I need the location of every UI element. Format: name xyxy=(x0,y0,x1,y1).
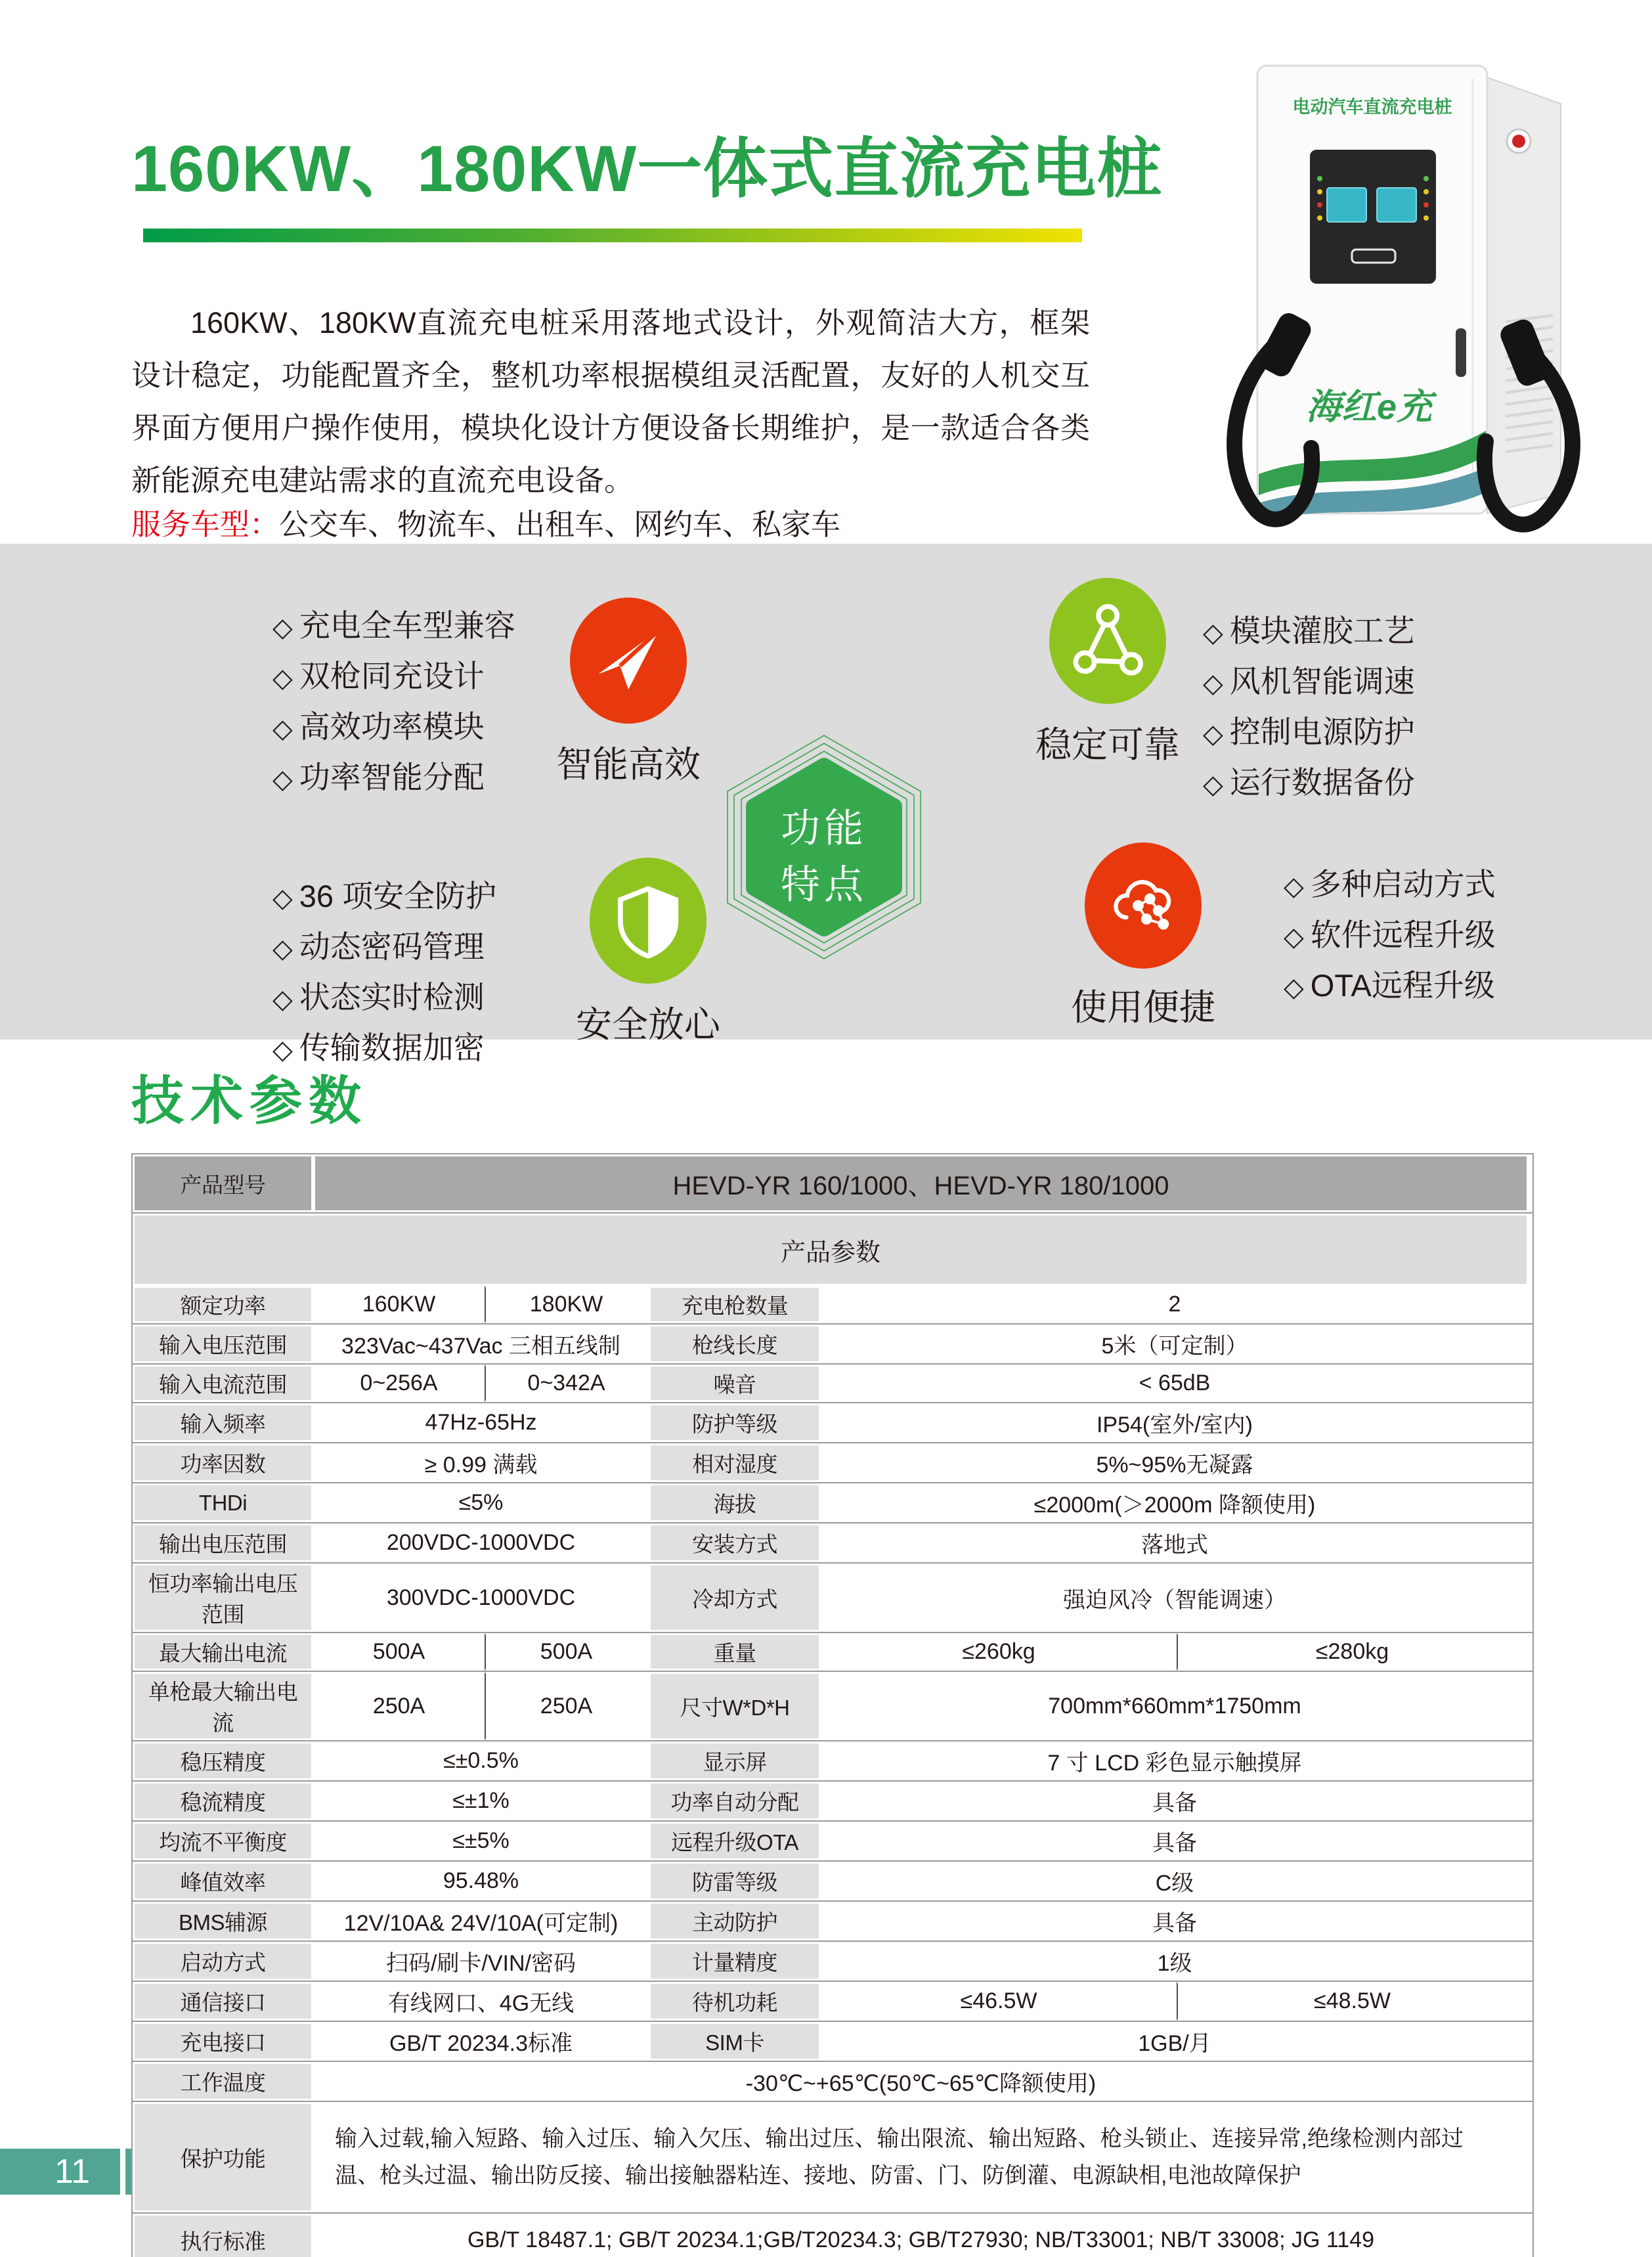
feature-item-text: 传输数据加密 xyxy=(299,1030,485,1065)
spec-row xyxy=(133,1632,1532,1671)
feature-item xyxy=(1284,911,1496,961)
spec-row xyxy=(133,1562,1532,1632)
spec-row xyxy=(133,1820,1532,1860)
feature-item-text: 风机智能调速 xyxy=(1229,664,1415,699)
spec-value: 250A xyxy=(313,1672,485,1740)
spec-value: 500A xyxy=(313,1633,485,1671)
spec-label: 额定功率 xyxy=(133,1286,313,1323)
easy-use-label: 使用便捷 xyxy=(1070,987,1215,1028)
feature-item-text: 控制电源防护 xyxy=(1229,714,1415,749)
spec-value: 323Vac~437Vac 三相五线制 xyxy=(313,1325,649,1363)
spec-value: 强迫风冷（智能调速） xyxy=(821,1564,1529,1632)
smart-efficient-label: 智能高效 xyxy=(555,744,701,785)
cabinet-top-label: 电动汽车直流充电桩 xyxy=(1292,97,1452,117)
spec-label: 最大输出电流 xyxy=(133,1633,313,1671)
spec-value: IP54(室外/室内) xyxy=(821,1403,1529,1442)
diamond-bullet-icon: ◇ xyxy=(1284,872,1304,901)
brand-logo: 海红e充 xyxy=(1305,387,1433,427)
spec-value: 2 xyxy=(821,1286,1529,1323)
feature-item-text: 状态实时检测 xyxy=(299,980,485,1015)
feature-item xyxy=(1284,860,1496,911)
spec-row-model xyxy=(133,1154,1532,1212)
spec-value: GB/T 18487.1; GB/T 20234.1;GB/T20234.3; GB/T27930; NB/T33001; NB/T 33008; JG 1149 xyxy=(313,2214,1529,2257)
spec-label: 功率自动分配 xyxy=(649,1782,821,1820)
spec-value: 具备 xyxy=(821,1822,1529,1860)
feature-hexagon xyxy=(712,722,936,972)
spec-label: 输入电流范围 xyxy=(133,1365,313,1402)
spec-value: 输入过载,输入短路、输入过压、输入欠压、输出过压、输出限流、输出短路、枪头锁止、连接异常,绝缘检测内部过温、枪头过温、输出防反接、输出接触器粘连、接地、防雷、门、防倒灌、电源缺相,电池故障保护 xyxy=(313,2102,1529,2212)
spec-label: 安装方式 xyxy=(649,1523,821,1562)
spec-label: 执行标准 xyxy=(133,2214,313,2257)
spec-value: 0~342A xyxy=(485,1365,649,1402)
feature-item xyxy=(1203,708,1415,758)
spec-row xyxy=(133,2061,1532,2101)
spec-label: 相对湿度 xyxy=(649,1443,821,1482)
spec-row xyxy=(133,1740,1532,1780)
feature-item-text: 充电全车型兼容 xyxy=(299,608,515,643)
spec-value: 5%~95%无凝露 xyxy=(821,1443,1529,1482)
spec-row xyxy=(133,1671,1532,1740)
spec-value: 180KW xyxy=(485,1286,649,1323)
diamond-bullet-icon: ◇ xyxy=(1284,973,1304,1002)
spec-row xyxy=(133,1402,1532,1442)
spec-value: HEVD-YR 160/1000、HEVD-YR 180/1000 xyxy=(313,1154,1529,1212)
shield-icon xyxy=(606,875,690,966)
feature-item-text: 多种启动方式 xyxy=(1310,867,1496,902)
spec-value: 300VDC-1000VDC xyxy=(313,1564,649,1632)
hexagon-text-line1: 功能 xyxy=(781,806,867,850)
spec-label: THDi xyxy=(133,1483,313,1522)
diamond-bullet-icon: ◇ xyxy=(272,884,293,913)
spec-row xyxy=(133,1860,1532,1900)
spec-value: 160KW xyxy=(313,1286,485,1323)
safe-assured-label: 安全放心 xyxy=(575,1004,720,1045)
diamond-bullet-icon: ◇ xyxy=(272,765,293,794)
screen-right xyxy=(1377,188,1416,222)
page-title: 160KW、180KW一体式直流充电桩 xyxy=(131,132,1163,205)
feature-list-top-right xyxy=(1203,607,1415,809)
feature-item xyxy=(272,872,496,923)
spec-row xyxy=(133,1323,1532,1363)
diamond-bullet-icon: ◇ xyxy=(272,664,293,693)
spec-label: 峰值效率 xyxy=(133,1862,313,1900)
spec-value: 12V/10A& 24V/10A(可定制) xyxy=(313,1902,649,1940)
hexagon-text-line2: 特点 xyxy=(781,863,867,907)
section-heading: 技术参数 xyxy=(131,1072,368,1130)
spec-label: 尺寸W*D*H xyxy=(649,1672,821,1740)
product-description: 160KW、180KW直流充电桩采用落地式设计，外观简洁大方，框架设计稳定，功能配置齐全，整机功率根据模组灵活配置，友好的人机交互界面方便用户操作使用，模块化设计方便设备长期维护，是一款适合各类新能源充电建站需求的直流充电设备。 xyxy=(131,306,1090,498)
molecule-icon xyxy=(1066,596,1150,686)
feature-list-bottom-left xyxy=(272,872,496,1074)
spec-value: 落地式 xyxy=(821,1523,1529,1562)
spec-label: 保护功能 xyxy=(133,2102,313,2212)
feature-list-bottom-right xyxy=(1284,860,1496,1012)
feature-item-text: 运行数据备份 xyxy=(1229,765,1415,800)
title-underline-gradient xyxy=(143,229,1082,242)
spec-label: 远程升级OTA xyxy=(649,1822,821,1860)
spec-label: 充电接口 xyxy=(133,2022,313,2061)
feature-item-text: 功率智能分配 xyxy=(299,760,485,795)
feature-item xyxy=(272,703,515,753)
feature-item-text: 高效功率模块 xyxy=(299,709,485,744)
spec-value: < 65dB xyxy=(821,1365,1529,1402)
page-number-stripe xyxy=(125,2149,131,2195)
hexagon-graphic xyxy=(712,722,936,972)
spec-value: ≤2000m(＞2000m 降额使用) xyxy=(821,1483,1529,1522)
spec-rows-container xyxy=(133,1286,1532,2257)
spec-row xyxy=(133,1780,1532,1820)
spec-label: 显示屏 xyxy=(649,1742,821,1780)
diamond-bullet-icon: ◇ xyxy=(1203,770,1223,799)
spec-value: 700mm*660mm*1750mm xyxy=(821,1672,1529,1740)
spec-row xyxy=(133,2212,1532,2257)
spec-row xyxy=(133,1363,1532,1402)
spec-value: 1级 xyxy=(821,1942,1529,1981)
spec-label: 防护等级 xyxy=(649,1403,821,1442)
feature-item-text: 软件远程升级 xyxy=(1310,917,1496,952)
paper-plane-icon xyxy=(586,615,670,706)
spec-label: 噪音 xyxy=(649,1365,821,1402)
safe-assured-icon xyxy=(590,858,706,984)
spec-row xyxy=(133,2101,1532,2212)
easy-use-icon xyxy=(1085,843,1202,969)
diamond-bullet-icon: ◇ xyxy=(272,985,293,1014)
spec-value: ≤±1% xyxy=(313,1782,649,1820)
spec-label: 通信接口 xyxy=(133,1982,313,2021)
spec-value: 具备 xyxy=(821,1782,1529,1820)
diamond-bullet-icon: ◇ xyxy=(1203,619,1223,647)
spec-row xyxy=(133,1940,1532,1981)
spec-row xyxy=(133,1981,1532,2021)
spec-value: -30℃~+65℃(50℃~65℃降额使用) xyxy=(313,2062,1529,2101)
spec-value: 250A xyxy=(485,1672,649,1740)
spec-label: 海拔 xyxy=(649,1483,821,1522)
spec-value: ≤5% xyxy=(313,1483,649,1522)
spec-row xyxy=(133,2021,1532,2061)
diamond-bullet-icon: ◇ xyxy=(1284,923,1304,952)
smart-efficient-icon xyxy=(570,598,687,724)
spec-label: 功率因数 xyxy=(133,1443,313,1482)
feature-item xyxy=(1203,758,1415,809)
spec-value: ≤48.5W xyxy=(1177,1982,1529,2021)
spec-label: 待机功耗 xyxy=(649,1982,821,2021)
spec-value: 1GB/月 xyxy=(821,2022,1529,2061)
spec-label: 防雷等级 xyxy=(649,1862,821,1900)
stable-reliable-label: 稳定可靠 xyxy=(1035,724,1180,765)
spec-value: 95.48% xyxy=(313,1862,649,1900)
spec-label: 输入电压范围 xyxy=(133,1325,313,1363)
spec-label: 主动防护 xyxy=(649,1902,821,1940)
spec-label: 冷却方式 xyxy=(649,1564,821,1632)
feature-item xyxy=(1203,607,1415,657)
spec-value: C级 xyxy=(821,1862,1529,1900)
product-photo xyxy=(1211,39,1622,544)
feature-item xyxy=(272,602,515,652)
feature-item xyxy=(1203,657,1415,708)
spec-label: 均流不平衡度 xyxy=(133,1822,313,1860)
service-vehicles-label: 服务车型： xyxy=(131,508,280,541)
spec-value: 扫码/刷卡/VIN/密码 xyxy=(313,1942,649,1981)
screen-left xyxy=(1327,188,1366,222)
spec-row-section xyxy=(133,1212,1532,1286)
spec-value: 200VDC-1000VDC xyxy=(313,1523,649,1562)
emergency-button xyxy=(1512,135,1525,148)
spec-row xyxy=(133,1900,1532,1940)
spec-label: 枪线长度 xyxy=(649,1325,821,1363)
spec-value: ≤±5% xyxy=(313,1822,649,1860)
diamond-bullet-icon: ◇ xyxy=(272,934,293,963)
spec-value: 具备 xyxy=(821,1902,1529,1940)
spec-value: ≤±0.5% xyxy=(313,1742,649,1780)
spec-value: ≥ 0.99 满载 xyxy=(313,1443,649,1482)
spec-section-header: 产品参数 xyxy=(133,1214,1529,1286)
spec-value: 7 寸 LCD 彩色显示触摸屏 xyxy=(821,1742,1529,1780)
spec-value: ≤46.5W xyxy=(821,1982,1177,2021)
door-handle xyxy=(1456,328,1466,377)
spec-label: SIM卡 xyxy=(649,2022,821,2061)
spec-value: ≤280kg xyxy=(1177,1633,1529,1671)
diamond-bullet-icon: ◇ xyxy=(272,714,293,743)
spec-label: 产品型号 xyxy=(133,1154,313,1212)
spec-row xyxy=(133,1442,1532,1482)
features-band xyxy=(0,544,1652,1065)
diamond-bullet-icon: ◇ xyxy=(1203,720,1223,749)
spec-value: GB/T 20234.3标准 xyxy=(313,2022,649,2061)
diamond-bullet-icon: ◇ xyxy=(272,1036,293,1064)
spec-label: BMS辅源 xyxy=(133,1902,313,1940)
page-number: 11 xyxy=(0,2149,120,2195)
spec-value: 500A xyxy=(485,1633,649,1671)
spec-row xyxy=(133,1522,1532,1562)
diamond-bullet-icon: ◇ xyxy=(272,613,293,642)
feature-item xyxy=(272,753,515,804)
feature-list-top-left xyxy=(272,602,515,804)
spec-label: 工作温度 xyxy=(133,2062,313,2101)
spec-label: 输入频率 xyxy=(133,1403,313,1442)
spec-label: 充电枪数量 xyxy=(649,1286,821,1323)
spec-value: 5米（可定制） xyxy=(821,1325,1529,1363)
feature-item-text: OTA远程升级 xyxy=(1310,968,1495,1003)
feature-item xyxy=(272,973,496,1024)
spec-value: ≤260kg xyxy=(821,1633,1177,1671)
spec-label: 启动方式 xyxy=(133,1942,313,1981)
spec-row xyxy=(133,1286,1532,1323)
spec-value: 有线网口、4G无线 xyxy=(313,1982,649,2021)
feature-item xyxy=(272,652,515,703)
spec-row xyxy=(133,1482,1532,1522)
spec-table xyxy=(131,1153,1534,2257)
spec-label: 单枪最大输出电流 xyxy=(133,1672,313,1740)
spec-label: 输出电压范围 xyxy=(133,1523,313,1562)
feature-item-text: 36 项安全防护 xyxy=(299,879,497,913)
feature-item-text: 双枪同充设计 xyxy=(299,659,485,693)
spec-label: 重量 xyxy=(649,1633,821,1671)
stable-reliable-icon xyxy=(1049,578,1166,704)
spec-value: 0~256A xyxy=(313,1365,485,1402)
feature-item-text: 模块灌胶工艺 xyxy=(1229,613,1415,648)
service-vehicles-line xyxy=(131,500,840,543)
charging-station-illustration xyxy=(1211,39,1622,544)
spec-value: 47Hz-65Hz xyxy=(313,1403,649,1442)
spec-label: 稳流精度 xyxy=(133,1782,313,1820)
spec-label: 恒功率输出电压范围 xyxy=(133,1564,313,1632)
service-vehicles-value: 公交车、物流车、出租车、网约车、私家车 xyxy=(279,508,841,541)
feature-item xyxy=(1284,961,1496,1012)
feature-item xyxy=(272,923,496,973)
feature-item-text: 动态密码管理 xyxy=(299,929,485,964)
cloud-network-icon xyxy=(1101,860,1185,951)
diamond-bullet-icon: ◇ xyxy=(1203,669,1223,698)
spec-label: 稳压精度 xyxy=(133,1742,313,1780)
spec-label: 计量精度 xyxy=(649,1942,821,1981)
